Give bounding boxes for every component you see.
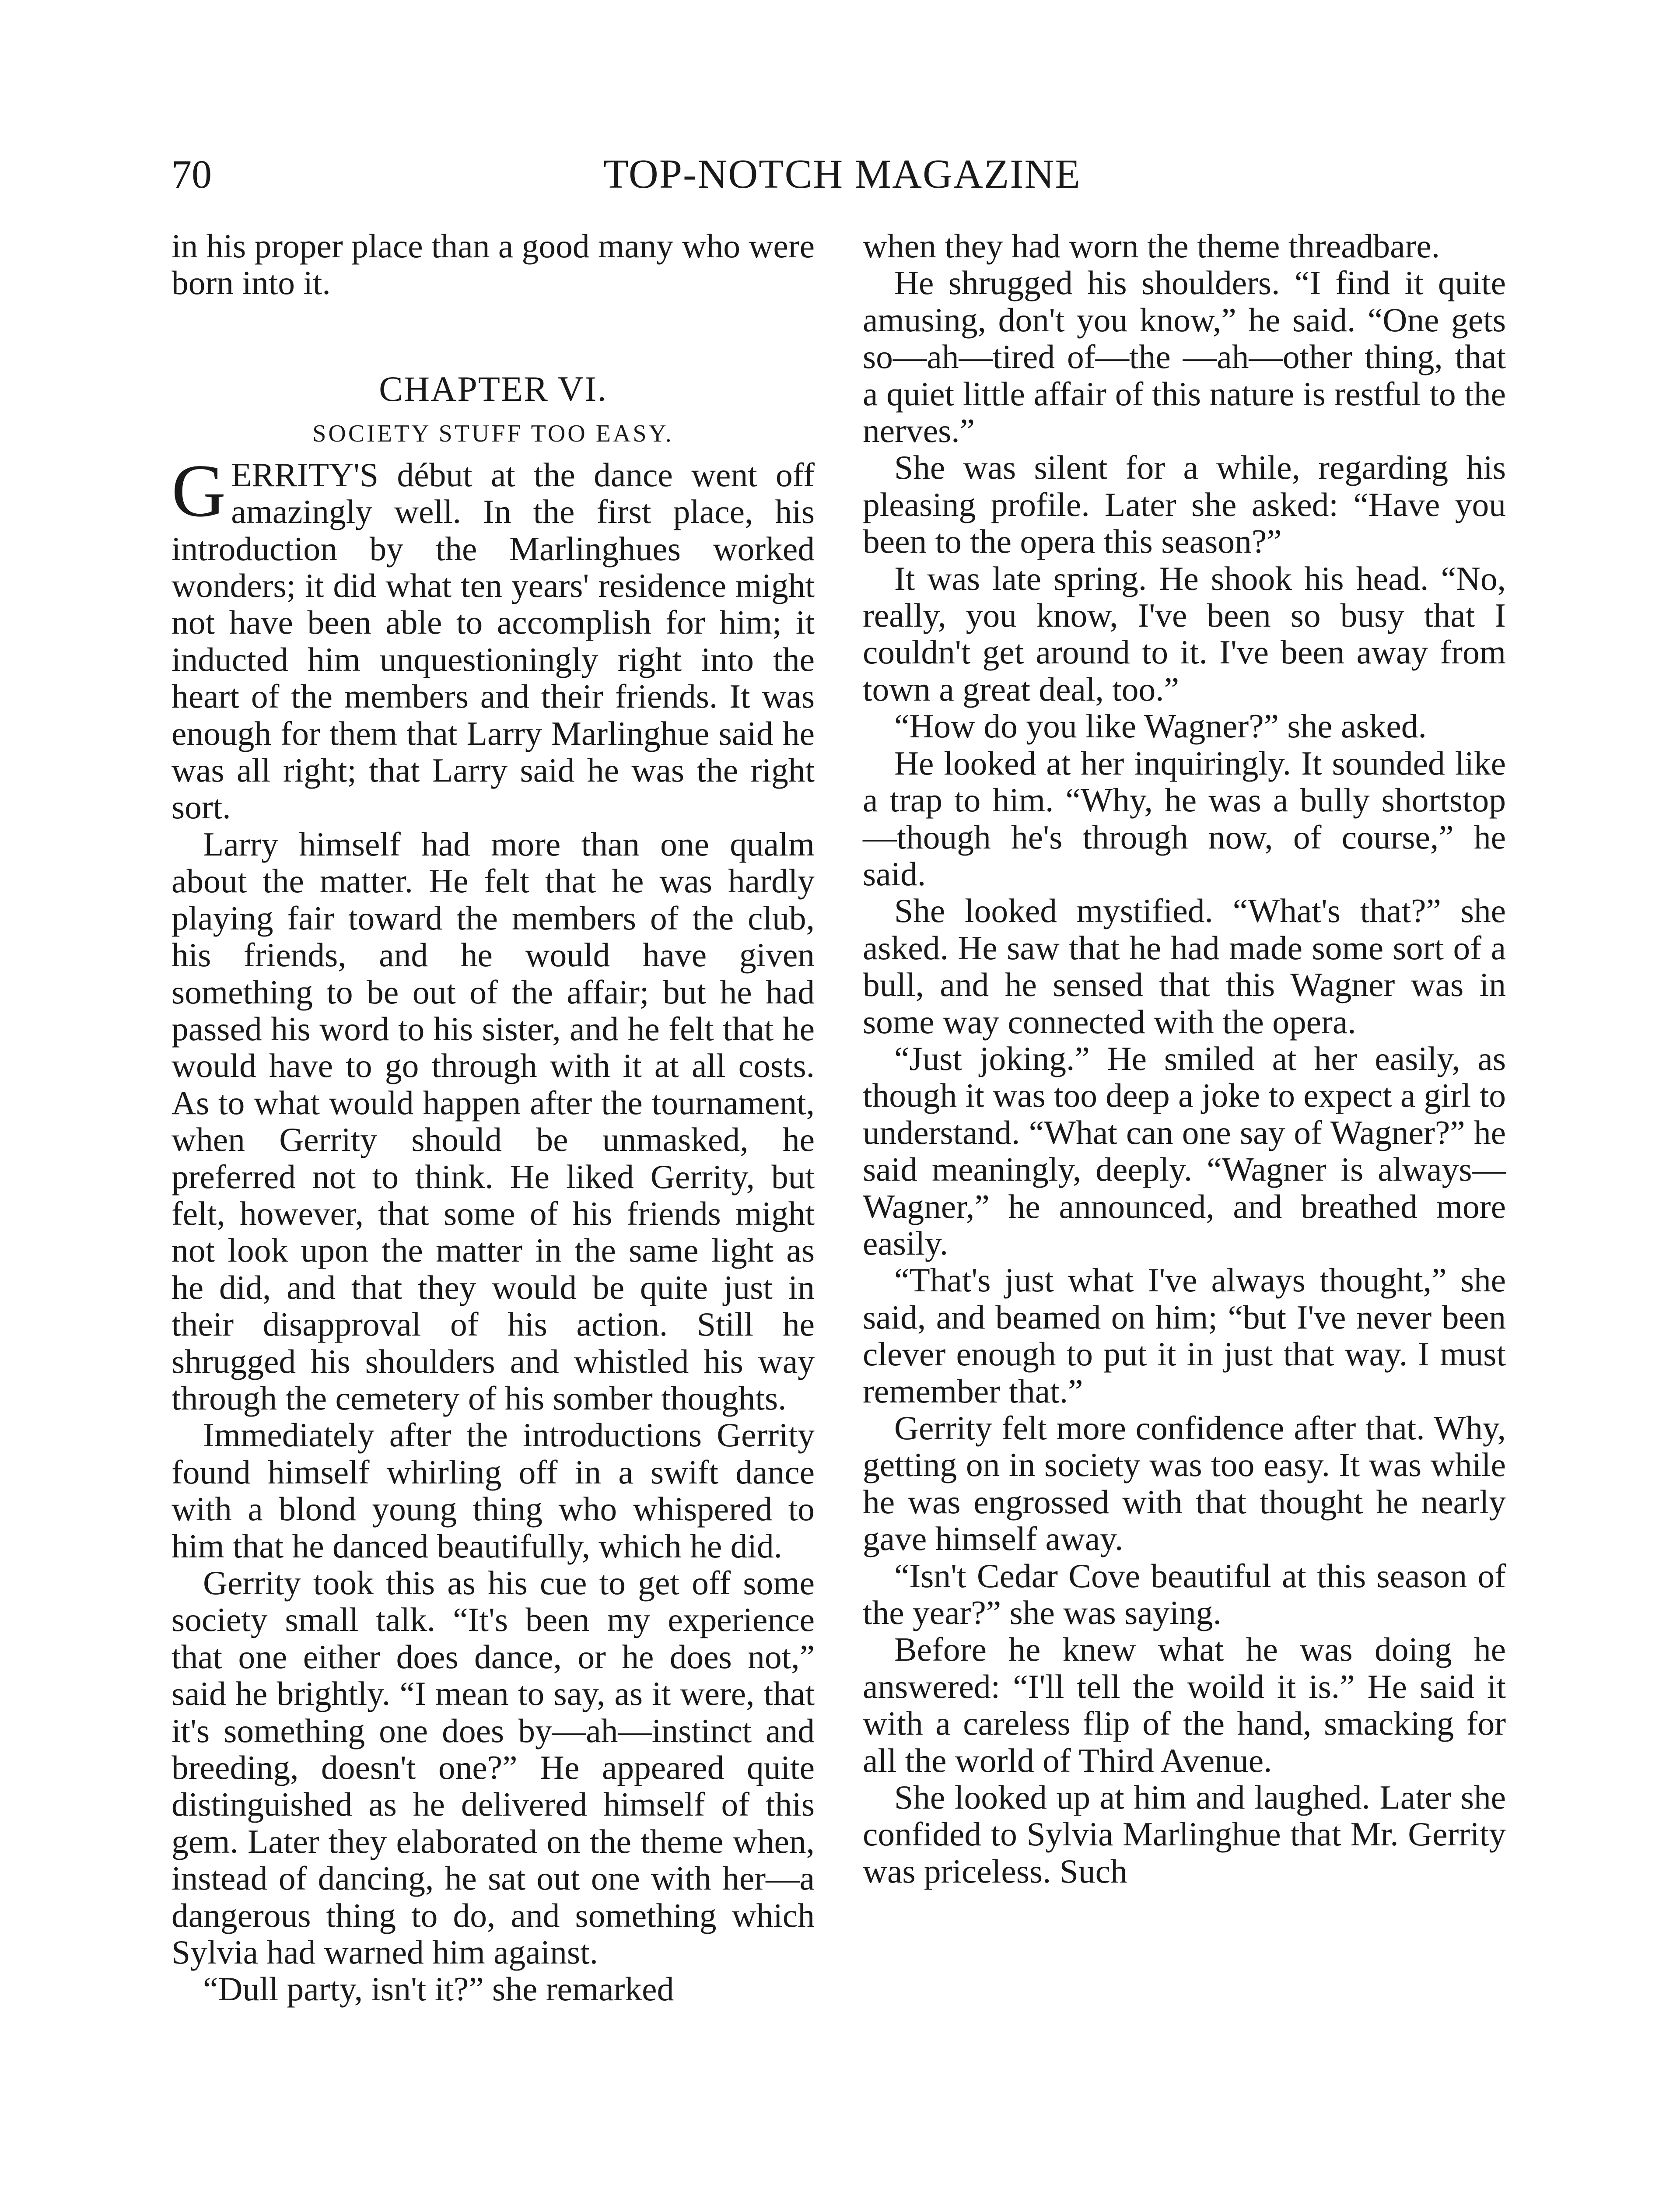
- paragraph: He shrugged his shoulders. “I find it quite amusing, don't you know,” he said. “One gets so—ah—tired of—the —ah—other thing, that a quiet little affair of this nature is restful to the nerves.”: [863, 264, 1506, 450]
- page-number: 70: [172, 152, 212, 196]
- paragraph: “Just joking.” He smiled at her easily, as though it was too deep a joke to expect a girl to understand. “What can one say of Wagner?” he said meaningly, deeply. “Wagner is always—Wagner,” he announced, and breathed more easily.: [863, 1039, 1506, 1262]
- paragraph: Larry himself had more than one qualm about the matter. He felt that he was hardly playing fair toward the members of the club, his friends, and he would have given something to be out of the affair; but he had passed his word to his sister, and he felt that he would have to go through with it at all costs. As to what would happen after the tournament, when Gerrity should be unmasked, he preferred not to think. He liked Gerrity, but felt, however, that some of his friends might not look upon the matter in the same light as he did, and that they would be quite just in their disapproval of his action. Still he shrugged his shoulders and whistled his way through the cemetery of his somber thoughts.: [172, 825, 815, 1417]
- left-column: [172, 228, 815, 2008]
- paragraph: when they had worn the theme threadbare.: [863, 227, 1440, 265]
- page-header: [172, 139, 1513, 209]
- paragraph: “Isn't Cedar Cove beautiful at this season of the year?” she was saying.: [863, 1557, 1506, 1632]
- paragraph: Before he knew what he was doing he answered: “I'll tell the woild it is.” He said it with a careless flip of the hand, smacking for all the world of Third Avenue.: [863, 1630, 1506, 1779]
- paragraph: “How do you like Wagner?” she asked.: [894, 707, 1427, 745]
- drop-cap: G: [172, 449, 226, 533]
- paragraph-text: ERRITY'S début at the dance went off amazingly well. In the first place, his introduction by the Marlinghues worked wonders; it did what ten years' residence might not have been able to accomplish for him; it inducted him unquestioningly right into the heart of the members and their friends. It was enough for them that Larry Marlinghue said he was all right; that Larry said he was the right sort.: [172, 456, 815, 826]
- paragraph: She was silent for a while, regarding his pleasing profile. Later she asked: “Have you been to the opera this season?”: [863, 449, 1506, 561]
- magazine-title: TOP-NOTCH MAGAZINE: [603, 151, 1081, 197]
- paragraph: He looked at her inquiringly. It sounded like a trap to him. “Why, he was a bully shortstop—though he's through now, of course,” he said.: [863, 744, 1506, 893]
- paragraph: Gerrity felt more confidence after that. Why, getting on in society was too easy. It was while he was engrossed with that thought he nearly gave himself away.: [863, 1409, 1506, 1558]
- paragraph: “Dull party, isn't it?” she remarked: [203, 1970, 674, 2008]
- chapter-subtitle: SOCIETY STUFF TOO EASY.: [312, 420, 674, 447]
- paragraph: in his proper place than a good many who were born into it.: [172, 227, 815, 302]
- paragraph-dropcap: [172, 449, 815, 826]
- chapter-title: CHAPTER VI.: [379, 368, 607, 409]
- paragraph: Immediately after the introductions Gerrity found himself whirling off in a swift dance with a blond young thing who whispered to him that he danced beautifully, which he did.: [172, 1416, 815, 1565]
- paragraph: She looked up at him and laughed. Later she confided to Sylvia Marlinghue that Mr. Gerrity was priceless. Such: [863, 1778, 1506, 1890]
- right-column: [863, 228, 1506, 1890]
- paragraph: She looked mystified. “What's that?” she asked. He saw that he had made some sort of a bull, and he sensed that this Wagner was in some way connected with the opera.: [863, 892, 1506, 1041]
- paragraph: “That's just what I've always thought,” she said, and beamed on him; “but I've never been clever enough to put it in just that way. I must remember that.”: [863, 1261, 1506, 1410]
- paragraph: It was late spring. He shook his head. “No, really, you know, I've been so busy that I couldn't get around to it. I've been away from town a great deal, too.”: [863, 559, 1506, 708]
- paragraph: Gerrity took this as his cue to get off some society small talk. “It's been my experience that one either does dance, or he does not,” said he brightly. “I mean to say, as it were, that it's something one does by—ah—instinct and breeding, doesn't one?” He appeared quite distinguished as he delivered himself of this gem. Later they elaborated on the theme when, instead of dancing, he sat out one with her—a dangerous thing to do, and something which Sylvia had warned him against.: [172, 1564, 815, 1971]
